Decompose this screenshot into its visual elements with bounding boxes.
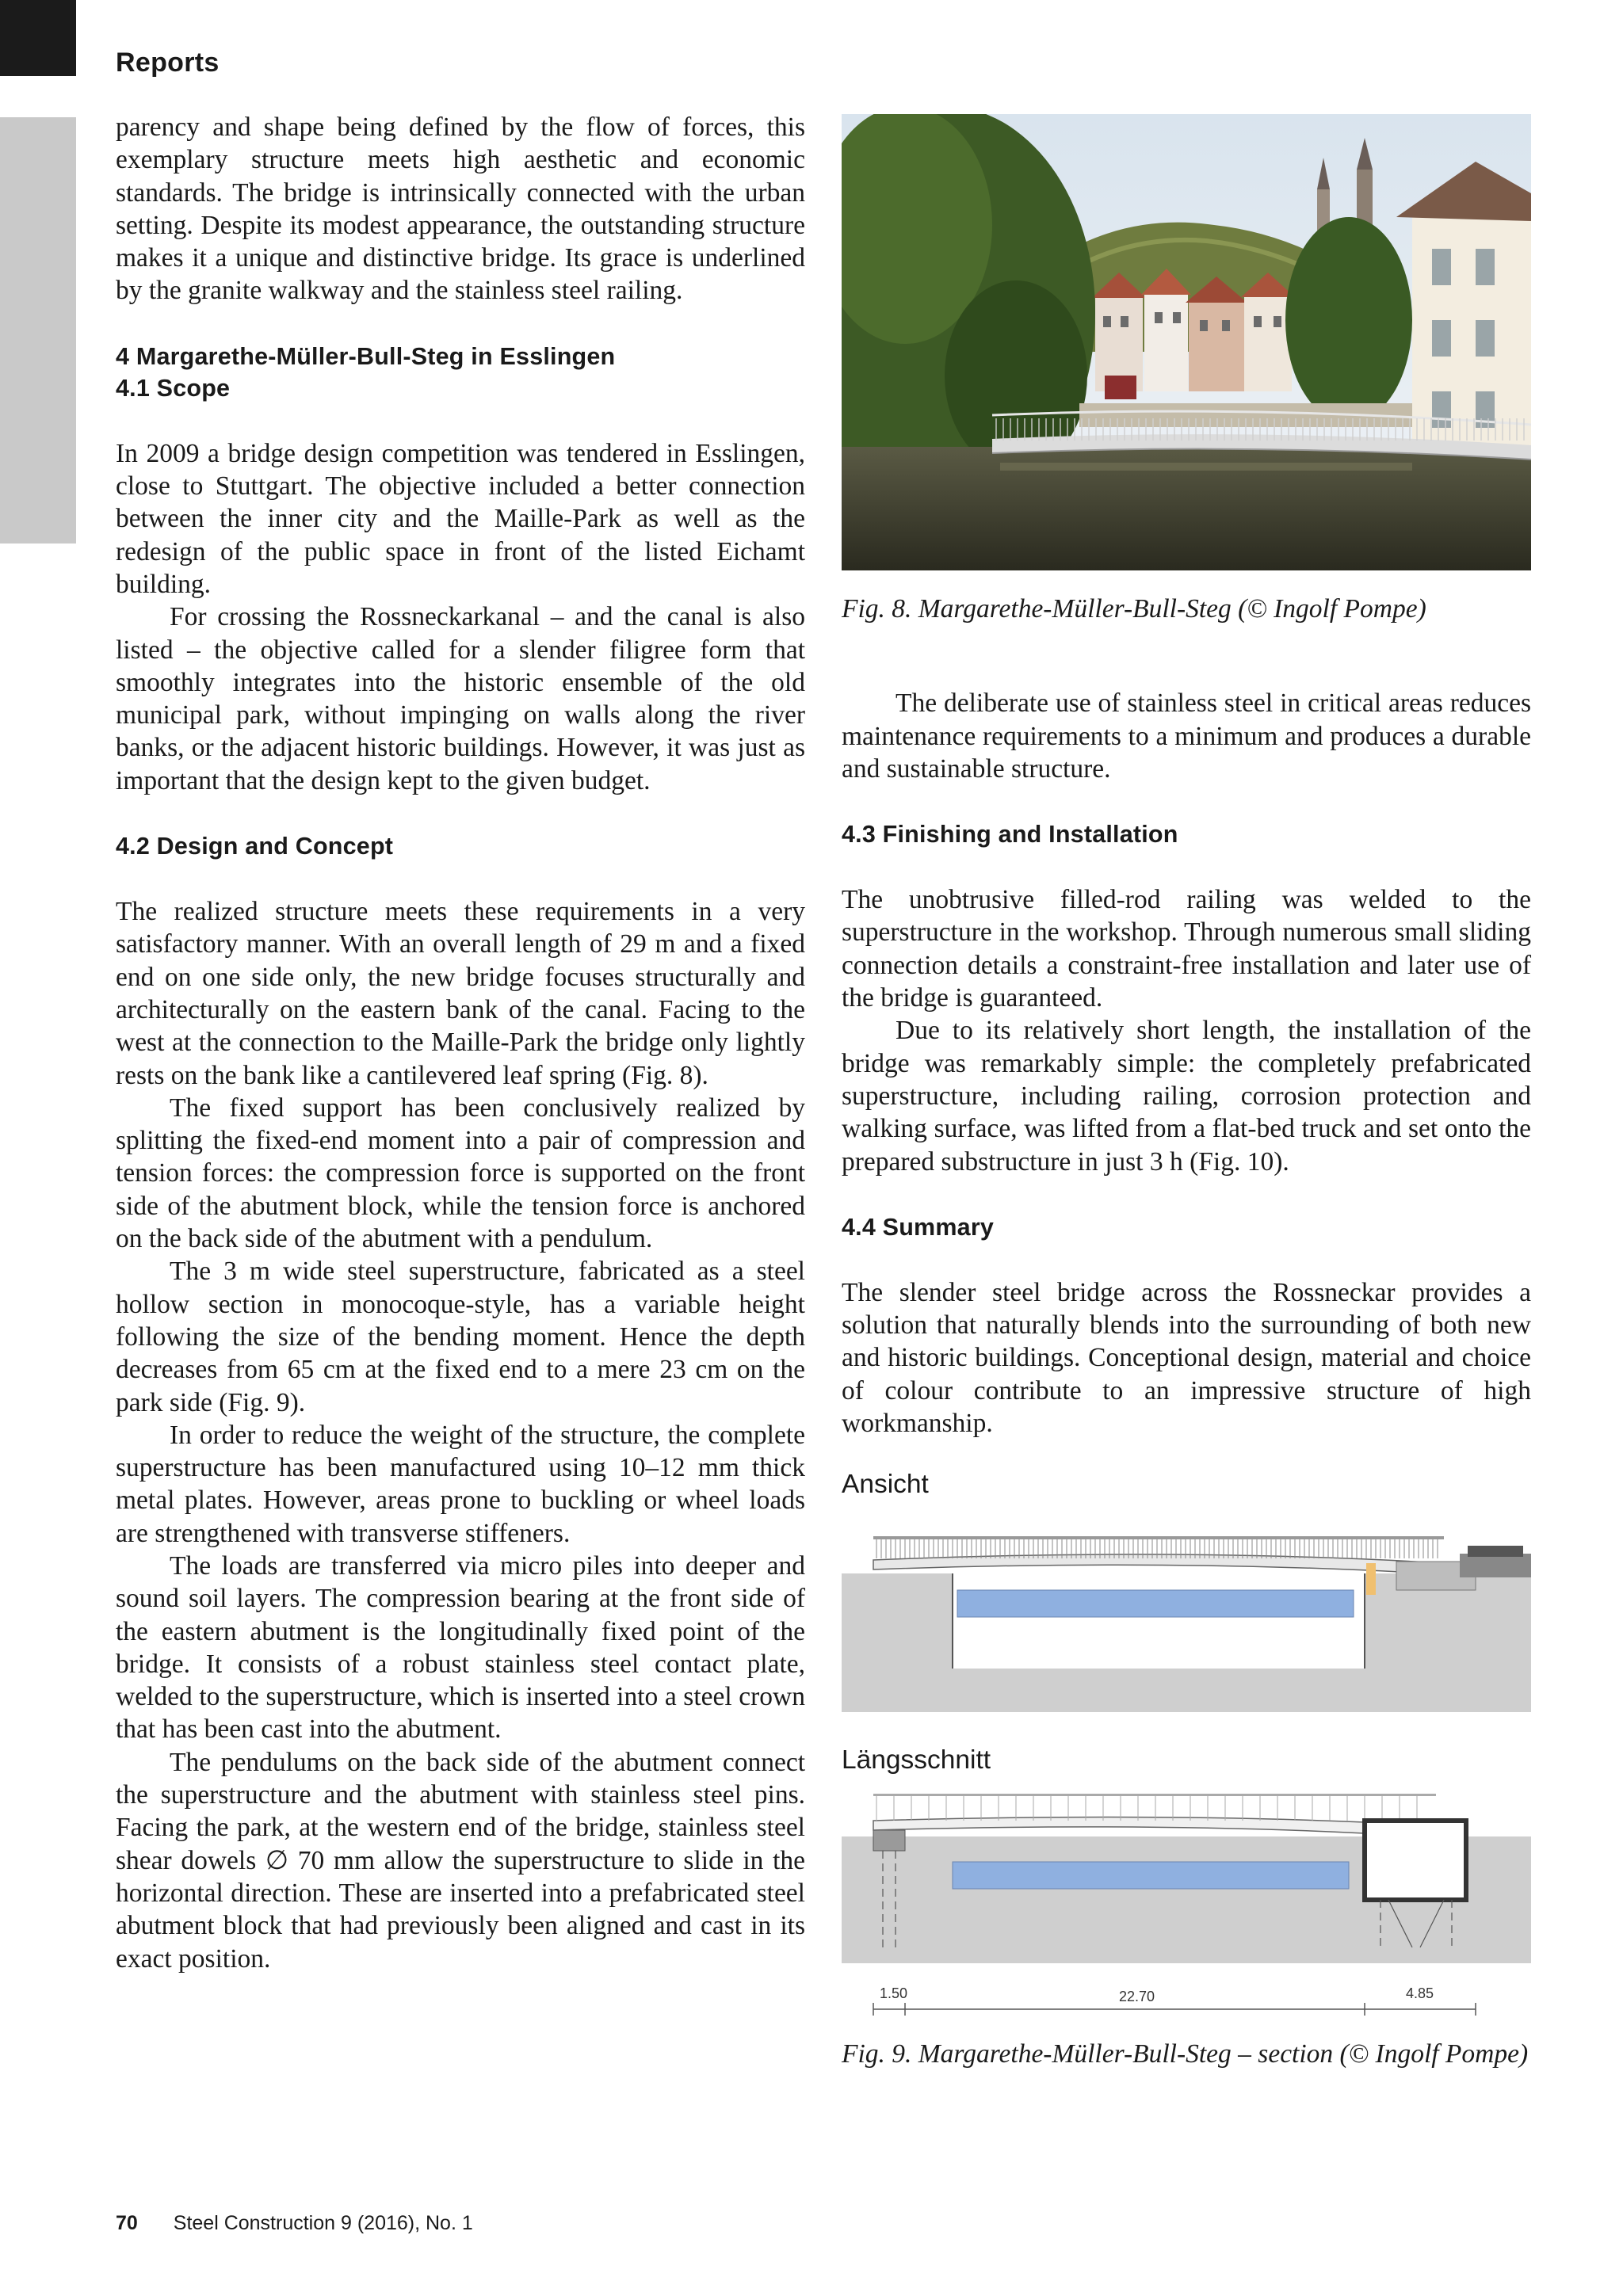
paragraph: In 2009 a bridge design competition was tendered in Esslingen, close to Stuttgart. The objective included a better connection between the inner city and the Maille-Park as well as the redesign of the public space in front of the listed Eichamt building.	[116, 438, 805, 599]
figure-caption-9: Fig. 9. Margarethe-Müller-Bull-Steg – section (© Ingolf Pompe)	[842, 2039, 1529, 2069]
section-label: Reports	[116, 48, 220, 78]
paragraph: The unobtrusive filled-rod railing was welded to the superstructure in the workshop. Through numerous small sliding connection details a constraint-free installation and later use of the bridge is guaranteed.	[842, 885, 1531, 1013]
paragraph: The slender steel bridge across the Rossneckar provides a solution that naturally blends into the surrounding of both new and historic buildings. Conceptional design, material and choice of colour contribute to an impressive structure of high workmanship.	[842, 1277, 1531, 1439]
heading-4-2: 4.2 Design and Concept	[116, 833, 394, 860]
heading-4-4: 4.4 Summary	[842, 1213, 995, 1241]
dimension-middle: 22.70	[1119, 1988, 1155, 2004]
figure-label-ansicht: Ansicht	[842, 1470, 929, 1500]
side-tab	[0, 117, 76, 543]
bridge-photo-illustration	[842, 114, 1531, 570]
paragraph: Due to its relatively short length, the installation of the bridge was remarkably simple: the completely prefabricated superstructure, including railing, corrosion protection and walking surface, was lifted from a flat-bed truck and set onto the prepared substructure in just 3 h (Fig. 10).	[842, 1016, 1531, 1177]
bridge-photo	[842, 114, 1531, 570]
heading-section-4: 4 Margarethe-Müller-Bull-Steg in Esslingen	[116, 342, 616, 370]
left-column	[116, 111, 805, 1975]
paragraph: The deliberate use of stainless steel in critical areas reduces maintenance requirements to a minimum and produces a durable and sustainable structure.	[842, 688, 1531, 784]
elevation-drawing	[842, 1514, 1531, 1712]
right-column	[842, 114, 1531, 2070]
figure-caption-8: Fig. 8. Margarethe-Müller-Bull-Steg (© Ingolf Pompe)	[842, 594, 1426, 624]
page-number: 70	[116, 2212, 138, 2234]
heading-4-3: 4.3 Finishing and Installation	[842, 821, 1178, 849]
paragraph: The loads are transferred via micro piles into deeper and sound soil layers. The compression bearing at the front side of the eastern abutment is the longitudinally fixed point of the bridge. It consists of a robust stainless steel contact plate, welded to the superstructure, which is inserted into a steel crown that has been cast into the abutment.	[116, 1550, 805, 1745]
paragraph: The 3 m wide steel superstructure, fabricated as a steel hollow section in monocoque-style, has a variable height following the size of the bending moment. Hence the depth decreases from 65 cm at the fixed end to a mere 23 cm on the park side (Fig. 9).	[116, 1257, 805, 1417]
figure-label-laengsschnitt: Längsschnitt	[842, 1745, 991, 1775]
paragraph: For crossing the Rossneckarkanal – and the canal is also listed – the objective called for a slender filigree form that smoothly integrates into the historic ensemble of the old municipal park, without impinging on walls along the river banks, or the adjacent historic buildings. However, it was just as important that the design kept to the given budget.	[116, 602, 805, 795]
dimension-left: 1.50	[880, 1985, 908, 2001]
longitudinal-section-drawing	[842, 1789, 1531, 1963]
paragraph: The realized structure meets these requirements in a very satisfactory manner. With an overall length of 29 m and a fixed end on one side only, the new bridge focuses structurally and architecturally on the eastern bank of the canal. Facing to the west at the connection to the Maille-Park the bridge only lightly rests on the bank like a cantilevered leaf spring (Fig. 8).	[116, 897, 805, 1090]
journal-citation: Steel Construction 9 (2016), No. 1	[173, 2212, 473, 2234]
paragraph: The fixed support has been conclusively realized by splitting the fixed-end moment into a pair of compression and tension forces: the compression force is supported on the front side of the abutment block, while the tension force is anchored on the back side of the abutment with a pendulum.	[116, 1093, 805, 1254]
dimension-line	[842, 1981, 1531, 2020]
paragraph: The pendulums on the back side of the abutment connect the superstructure and the abutment with stainless steel pins. Facing the park, at the western end of the bridge, stainless steel shear dowels ∅ 70 mm allow the superstructure to slide in the horizontal direction. These are inserted into a prefabricated steel abutment block that had previously been aligned and cast in its exact position.	[116, 1747, 805, 1974]
paragraph: In order to reduce the weight of the structure, the complete superstructure has been manufactured using 10–12 mm thick metal plates. However, areas prone to buckling or wheel loads are strengthened with transverse stiffeners.	[116, 1420, 805, 1548]
paragraph: parency and shape being defined by the flow of forces, this exemplary structure meets high aesthetic and economic standards. The bridge is intrinsically connected with the urban setting. Despite its modest appearance, the outstanding structure makes it a unique and distinctive bridge. Its grace is underlined by the granite walkway and the stainless steel railing.	[116, 113, 805, 306]
corner-tab	[0, 0, 76, 76]
heading-4-1: 4.1 Scope	[116, 374, 231, 402]
page-footer	[116, 2212, 473, 2235]
dimension-right: 4.85	[1406, 1985, 1434, 2001]
